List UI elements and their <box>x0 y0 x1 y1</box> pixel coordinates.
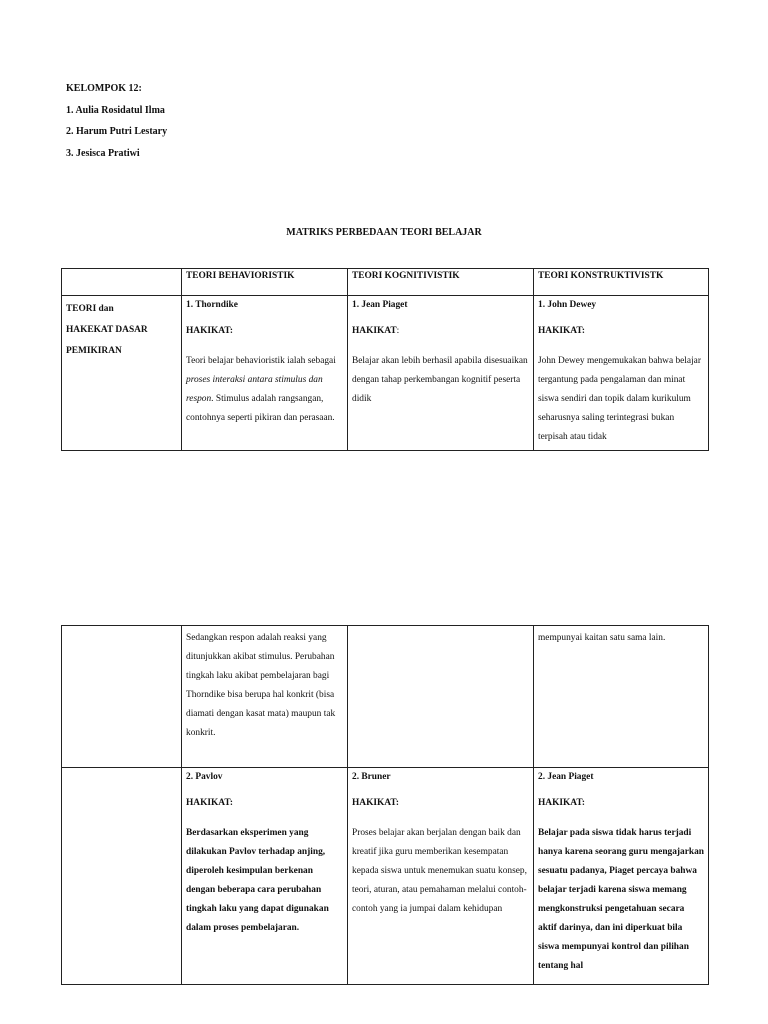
group-info <box>66 80 167 166</box>
hakikat-text: Teori belajar behavioristik ialah sebagai proses interaksi antara stimulus dan respon. Stimulus adalah rangsangan, contohnya seperti pikiran dan perasaan. <box>186 356 336 423</box>
row-label-line-1: TEORI dan <box>66 304 114 314</box>
kognitivistik-cell <box>348 626 534 768</box>
member-3: 3. Jesisca Pratiwi <box>66 147 140 159</box>
header-kognitivistik: TEORI KOGNITIVISTIK <box>348 269 534 296</box>
konstruktivistik-cell <box>534 626 709 768</box>
continued-text: Sedangkan respon adalah reaksi yang ditunjukkan akibat stimulus. Perubahan tingkah laku akibat pembelajaran bagi Thorndike bisa berupa hal konkrit (bisa diamati dengan kasat mata) maupun tak konkrit. <box>186 633 336 738</box>
theorist-name: 2. Bruner <box>352 772 391 782</box>
behavioristik-cell <box>182 768 348 985</box>
table-row <box>62 768 709 985</box>
member-1: 1. Aulia Rosidatul Ilma <box>66 104 165 116</box>
hakikat-text: Proses belajar akan berjalan dengan baik dan kreatif jika guru memberikan kesempatan kepada siswa untuk menemukan suatu konsep, teori, aturan, atau pemahaman melalui contoh-contoh yang ia jumpai dalam kehidupan <box>352 828 527 914</box>
header-empty-cell <box>62 269 182 296</box>
hakikat-text: Belajar pada siswa tidak harus terjadi hanya karena seorang guru mengajarkan sesuatu padanya, Piaget percaya bahwa belajar terjadi karena siswa memang mengkonstruksi pengetahuan secara aktif darinya, dan ini diperkuat bila siswa mempunyai kontrol dan pilihan tentang hal <box>538 828 704 971</box>
theorist-name: 1. John Dewey <box>538 300 597 310</box>
row-label-line-3: PEMIKIRAN <box>66 346 122 356</box>
header-behavioristik: TEORI BEHAVIORISTIK <box>182 269 348 296</box>
comparison-table-continued <box>61 625 709 985</box>
emphasis-text: proses interaksi antara stimulus dan respon <box>186 375 323 404</box>
row-label-cell <box>62 296 182 451</box>
hakikat-label: HAKIKAT: <box>538 798 586 808</box>
table-row <box>62 626 709 768</box>
row-label-line-2: HAKEKAT DASAR <box>66 325 148 335</box>
hakikat-label: HAKIKAT: <box>352 326 400 336</box>
behavioristik-cell <box>182 296 348 451</box>
behavioristik-cell <box>182 626 348 768</box>
member-2: 2. Harum Putri Lestary <box>66 126 168 137</box>
theorist-name: 2. Pavlov <box>186 772 223 782</box>
hakikat-text: Berdasarkan eksperimen yang dilakukan Pavlov terhadap anjing, diperoleh kesimpulan berkenan dengan beberapa cara perubahan tingkah laku yang dapat digunakan dalam proses pembelajaran. <box>186 828 329 933</box>
header-konstruktivistik: TEORI KONSTRUKTIVISTK <box>534 269 709 296</box>
hakikat-label: HAKIKAT: <box>186 326 234 336</box>
row-label-cell <box>62 626 182 768</box>
theorist-name: 1. Jean Piaget <box>352 300 408 310</box>
continued-text: mempunyai kaitan satu sama lain. <box>538 633 666 643</box>
row-label-cell <box>62 768 182 985</box>
table-header-row <box>62 269 709 296</box>
konstruktivistik-cell <box>534 768 709 985</box>
hakikat-label: HAKIKAT: <box>186 798 234 808</box>
hakikat-label: HAKIKAT: <box>538 326 586 336</box>
kognitivistik-cell <box>348 296 534 451</box>
comparison-table <box>61 268 709 451</box>
document-title: MATRIKS PERBEDAAN TEORI BELAJAR <box>286 227 482 238</box>
group-heading: KELOMPOK 12: <box>66 83 142 94</box>
konstruktivistik-cell <box>534 296 709 451</box>
hakikat-text: Belajar akan lebih berhasil apabila disesuaikan dengan tahap perkembangan kognitif peserta didik <box>352 356 528 404</box>
kognitivistik-cell <box>348 768 534 985</box>
table-row <box>62 296 709 451</box>
hakikat-text: John Dewey mengemukakan bahwa belajar tergantung pada pengalaman dan minat siswa sendiri dan topik dalam kurikulum seharusnya saling terintegrasi bukan terpisah atau tidak <box>538 356 701 442</box>
theorist-name: 1. Thorndike <box>186 300 238 310</box>
hakikat-label: HAKIKAT: <box>352 798 400 808</box>
theorist-name: 2. Jean Piaget <box>538 772 594 782</box>
